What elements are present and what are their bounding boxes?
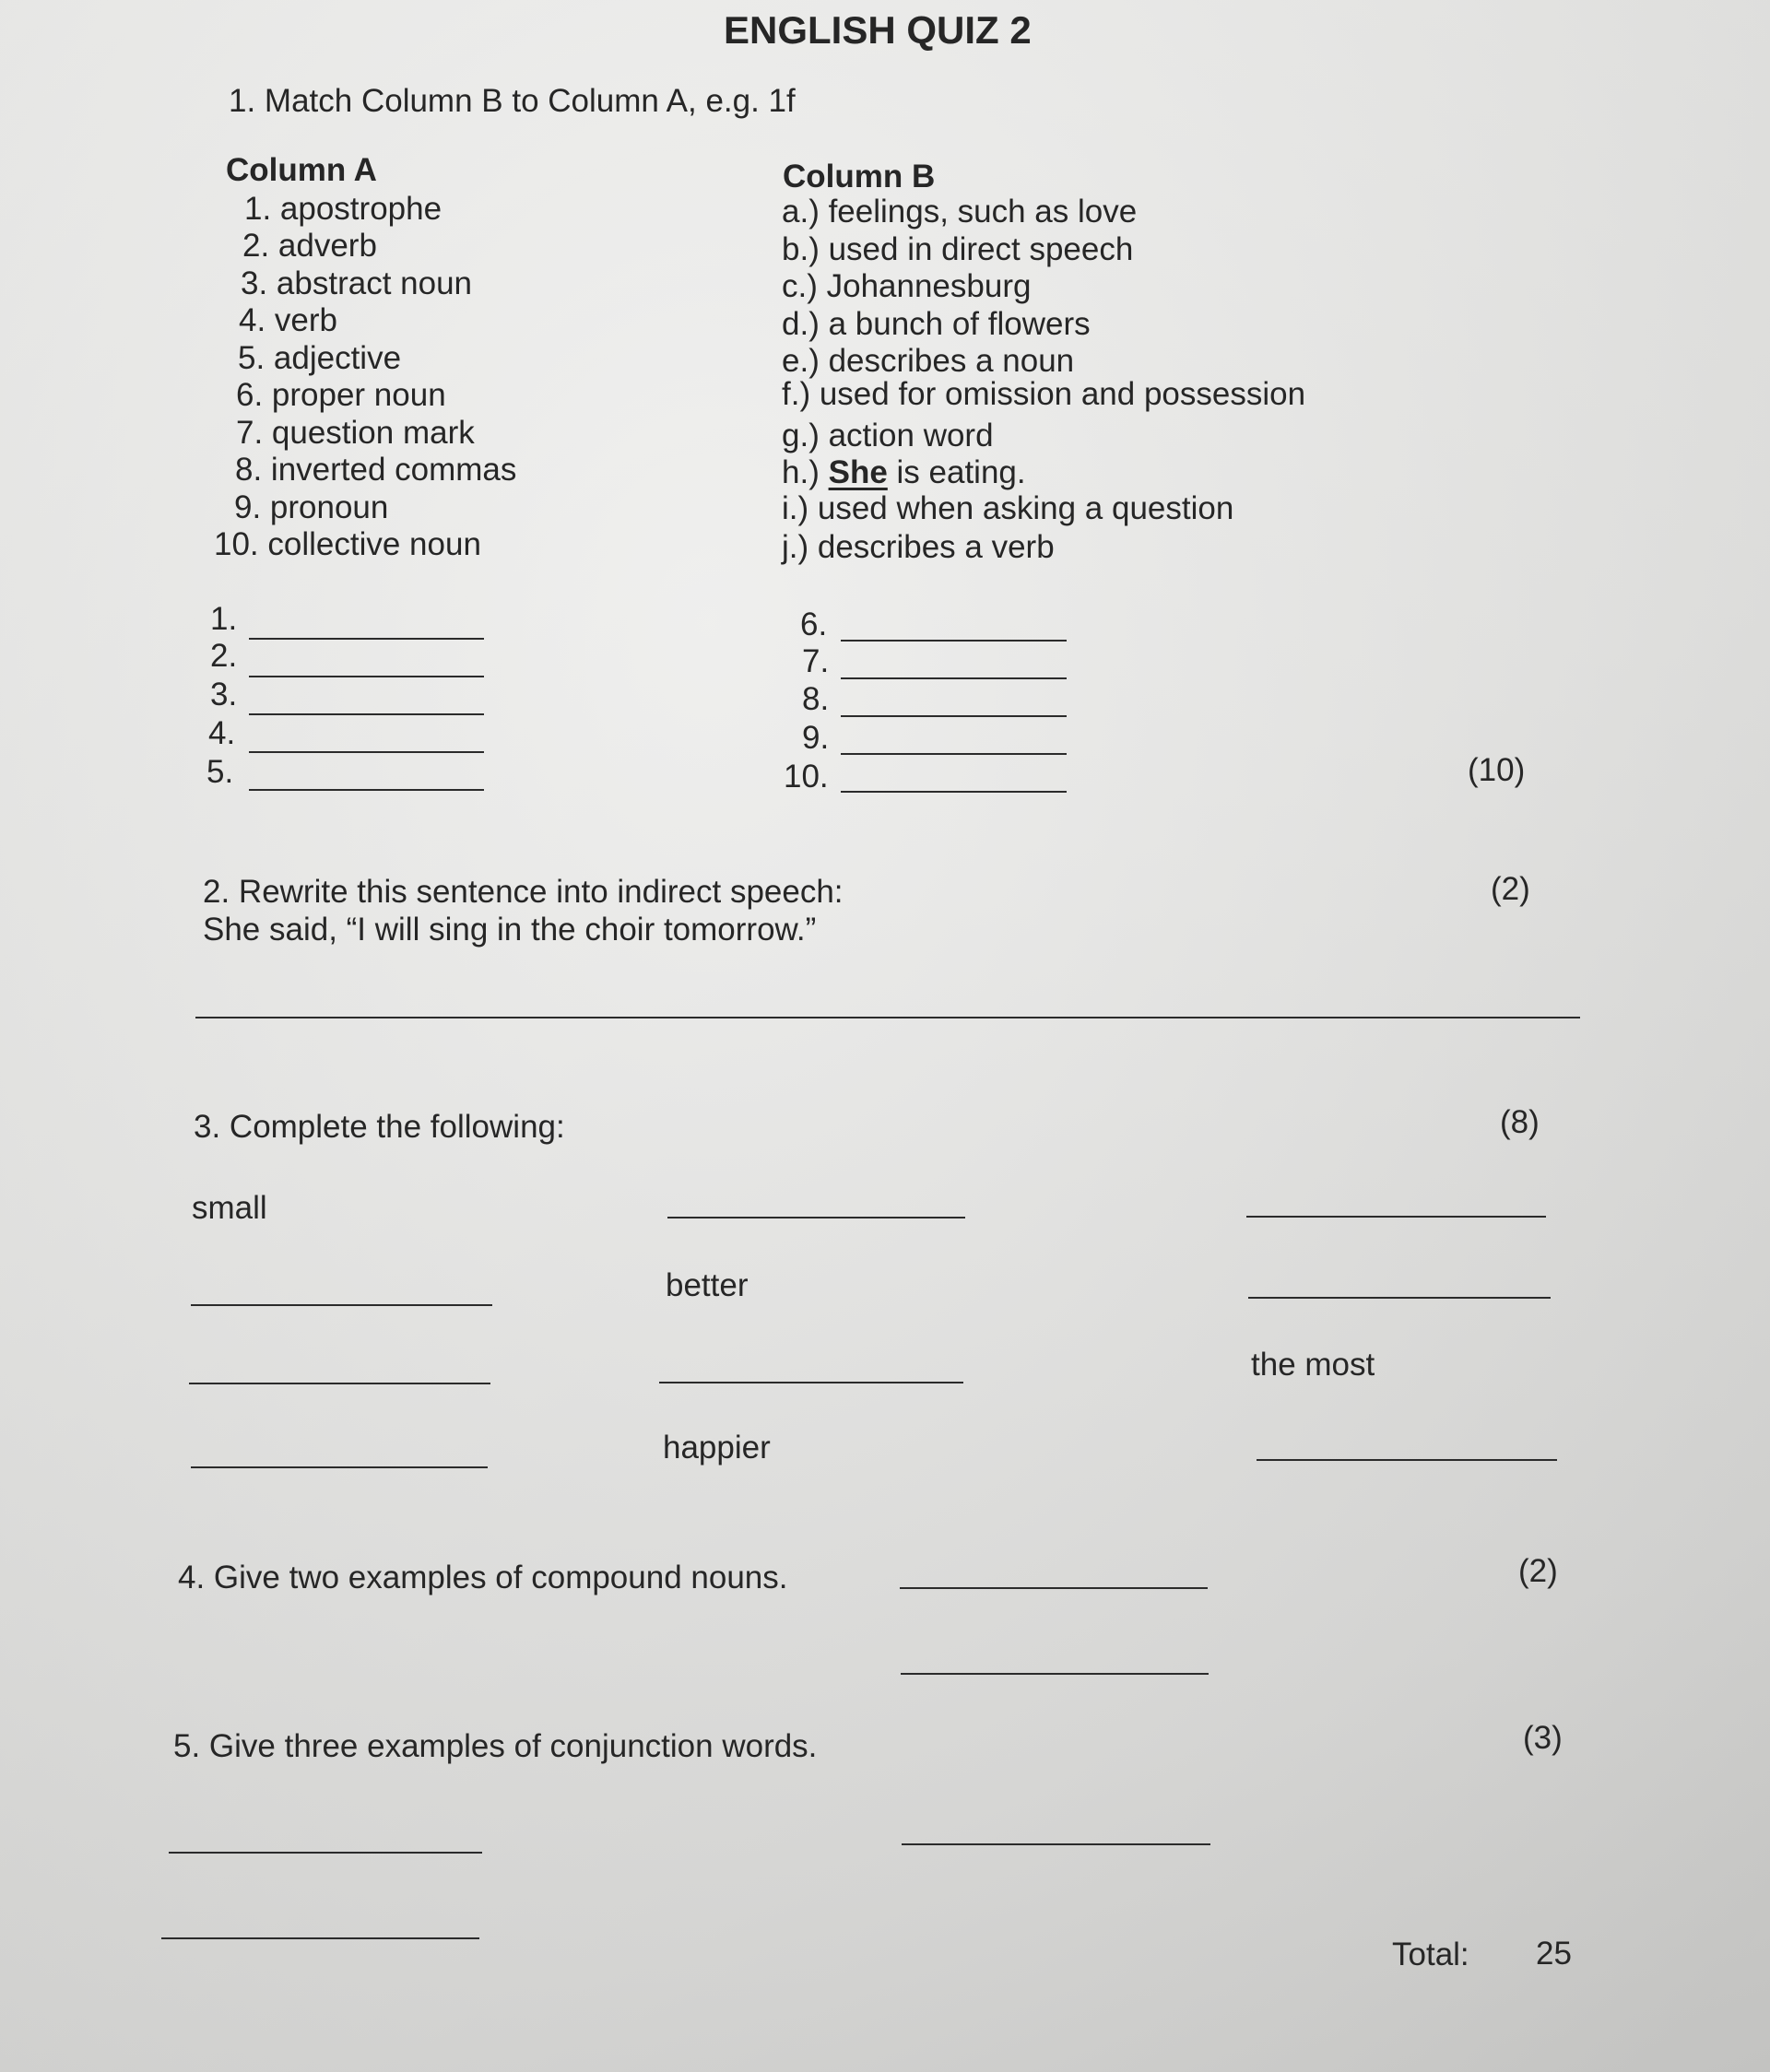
col-a-item: 5. adjective xyxy=(238,340,402,376)
q3-blank[interactable] xyxy=(659,1382,963,1383)
q3-blank[interactable] xyxy=(191,1466,488,1468)
q3-word: small xyxy=(192,1190,267,1226)
q3-blank[interactable] xyxy=(1248,1297,1551,1299)
answer-label: 5. xyxy=(206,754,234,790)
q5-blank[interactable] xyxy=(161,1937,479,1939)
q3-marks: (8) xyxy=(1500,1104,1540,1140)
q4-heading: 4. Give two examples of compound nouns. xyxy=(178,1560,788,1595)
col-b-h-prefix: h.) xyxy=(782,454,820,490)
answer-label: 8. xyxy=(802,681,830,717)
q4-blank[interactable] xyxy=(900,1587,1208,1589)
answer-label: 4. xyxy=(208,715,236,751)
col-b-h-underlined: She xyxy=(828,454,888,490)
answer-blank[interactable] xyxy=(841,753,1067,755)
col-b-item: g.) action word xyxy=(782,418,994,453)
answer-blank[interactable] xyxy=(249,751,484,753)
q4-blank[interactable] xyxy=(901,1673,1209,1675)
answer-label: 3. xyxy=(210,677,238,712)
col-b-item: i.) used when asking a question xyxy=(782,490,1234,526)
column-a-title: Column A xyxy=(226,152,377,188)
total-value: 25 xyxy=(1536,1936,1572,1972)
col-a-item: 7. question mark xyxy=(236,415,475,451)
q2-answer-line[interactable] xyxy=(195,1017,1580,1018)
col-a-item: 4. verb xyxy=(239,302,337,338)
col-b-item: d.) a bunch of flowers xyxy=(782,306,1091,342)
col-a-item: 3. abstract noun xyxy=(241,265,472,301)
q1-marks: (10) xyxy=(1468,752,1526,788)
q4-marks: (2) xyxy=(1518,1553,1558,1589)
page-title: ENGLISH QUIZ 2 xyxy=(724,8,1032,52)
answer-label: 2. xyxy=(210,638,238,674)
col-b-item: f.) used for omission and possession xyxy=(782,376,1306,412)
answer-blank[interactable] xyxy=(841,640,1067,642)
q5-marks: (3) xyxy=(1523,1720,1563,1756)
answer-label: 6. xyxy=(800,606,828,642)
answer-label: 1. xyxy=(210,601,238,637)
q2-sentence: She said, “I will sing in the choir tomorrow.” xyxy=(203,912,817,948)
q5-blank[interactable] xyxy=(169,1852,482,1854)
q3-blank[interactable] xyxy=(1246,1216,1546,1218)
col-b-item: e.) describes a noun xyxy=(782,343,1075,379)
col-a-item: 2. adverb xyxy=(242,228,377,264)
q3-blank[interactable] xyxy=(191,1304,492,1306)
col-b-item-h xyxy=(782,456,1026,489)
col-a-item: 10. collective noun xyxy=(214,526,481,562)
col-a-item: 8. inverted commas xyxy=(235,452,517,488)
answer-blank[interactable] xyxy=(841,715,1067,717)
answer-label: 10. xyxy=(784,759,829,795)
answer-blank[interactable] xyxy=(249,638,484,640)
q3-word: happier xyxy=(663,1430,771,1466)
q1-heading: 1. Match Column B to Column A, e.g. 1f xyxy=(229,83,796,119)
column-b-title: Column B xyxy=(783,159,936,194)
q2-heading: 2. Rewrite this sentence into indirect speech: xyxy=(203,874,844,910)
answer-label: 7. xyxy=(802,643,830,679)
col-a-item: 9. pronoun xyxy=(234,489,389,525)
answer-blank[interactable] xyxy=(249,676,484,677)
q5-heading: 5. Give three examples of conjunction words. xyxy=(173,1728,818,1764)
q3-blank[interactable] xyxy=(1257,1459,1557,1461)
q3-word: better xyxy=(666,1267,749,1303)
q5-blank[interactable] xyxy=(902,1843,1210,1845)
total-label: Total: xyxy=(1392,1937,1469,1972)
q3-heading: 3. Complete the following: xyxy=(194,1109,565,1145)
answer-blank[interactable] xyxy=(249,713,484,715)
col-b-item: a.) feelings, such as love xyxy=(782,194,1138,230)
q2-marks: (2) xyxy=(1491,871,1530,907)
answer-blank[interactable] xyxy=(841,677,1067,679)
answer-label: 9. xyxy=(802,720,830,756)
col-a-item: 6. proper noun xyxy=(236,377,446,413)
answer-blank[interactable] xyxy=(841,791,1067,793)
answer-blank[interactable] xyxy=(249,789,484,791)
col-b-item: c.) Johannesburg xyxy=(782,268,1032,304)
q3-blank[interactable] xyxy=(189,1383,490,1384)
col-b-item: b.) used in direct speech xyxy=(782,231,1134,267)
q3-blank[interactable] xyxy=(667,1217,965,1218)
col-b-item: j.) describes a verb xyxy=(782,529,1055,565)
q3-word: the most xyxy=(1251,1347,1375,1383)
col-b-h-suffix: is eating. xyxy=(896,454,1026,490)
col-a-item: 1. apostrophe xyxy=(244,191,442,227)
